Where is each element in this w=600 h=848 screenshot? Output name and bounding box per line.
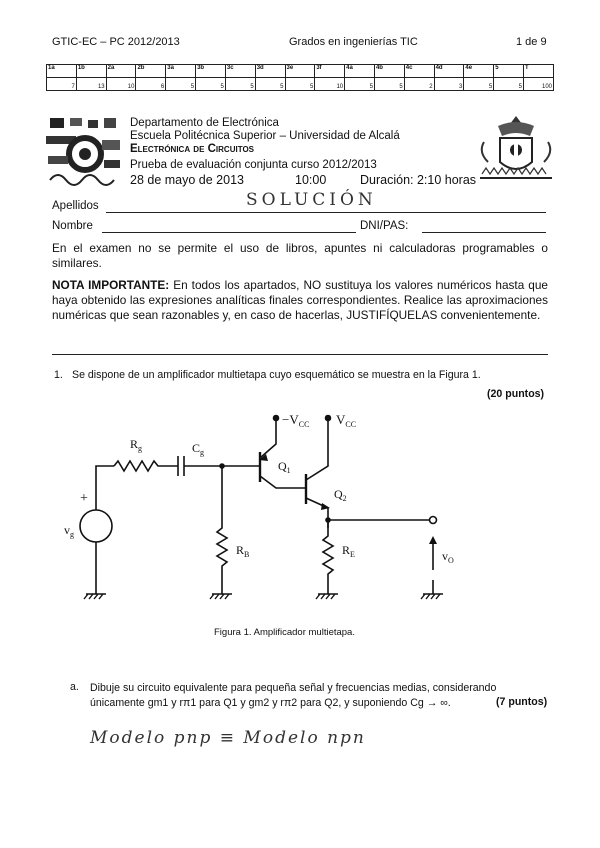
question1a-text: Dibuje su circuito equivalente para pequeña señal y frecuencias medias, considerando únicamente gm1 y rπ1 para Q1 y gm2 y rπ2 para Q2, y suponiendo Cg → ∞. [90,682,497,709]
score-value-cell: 5 [166,78,196,91]
plus-sign: + [80,491,88,506]
resistor-rg [114,461,178,471]
score-value-cell: 5 [374,78,404,91]
degree-title: Grados en ingenierías TIC [289,36,418,48]
question1a-letter: a. [70,681,79,693]
handwritten-answer: Modelo pnp ≡ Modelo npn [90,728,366,748]
score-label-cell: 3c [225,65,255,78]
question1-points: (20 puntos) [487,388,545,400]
course-code: GTIC-EC – PC 2012/2013 [52,36,180,48]
university-logo [46,116,124,188]
q2-label: $Q_2$ [334,487,347,503]
score-label-cell: 4b [374,65,404,78]
score-label-cell: 5 [494,65,524,78]
score-value-cell: 5 [464,78,494,91]
exam-title: Prueba de evaluación conjunta curso 2012/2013 [130,159,377,171]
exam-duration: Duración: 2:10 horas [360,173,477,187]
important-note [52,278,548,323]
score-value-cell: 5 [196,78,226,91]
q1-label: $Q_1$ [278,459,291,475]
vcc-pos-label: $V_{CC}$ [336,412,357,429]
score-label-cell: T [524,65,554,78]
cg-label: $C_g$ [192,441,205,457]
rules-paragraph: En el examen no se permite el uso de libros, apuntes ni calculadoras programables o similares. [52,241,548,270]
voltage-source-vg [80,510,112,542]
score-value-cell: 100 [524,78,554,91]
score-label-cell: 4e [464,65,494,78]
score-label-cell: 2b [136,65,166,78]
score-value-cell: 5 [255,78,285,91]
score-table [46,64,554,91]
school: Escuela Politécnica Superior – Universidad de Alcalá [130,130,400,142]
score-value-cell: 13 [76,78,106,91]
score-label-cell: 4c [404,65,434,78]
surname-line [106,212,546,213]
dni-line[interactable] [422,232,546,233]
rg-label: $R_g$ [130,437,143,453]
score-label-cell: 4d [434,65,464,78]
section-divider [52,354,548,355]
score-value-cell: 5 [285,78,315,91]
score-value-cell: 5 [345,78,375,91]
score-value-cell: 7 [47,78,77,91]
department: Departamento de Electrónica [130,117,279,129]
important-note-lead: NOTA IMPORTANTE: [52,278,170,292]
score-value-cell: 3 [434,78,464,91]
circuit-diagram [64,404,470,614]
name-line[interactable] [102,232,356,233]
resistor-rb [217,466,227,594]
question1-number: 1. [54,369,63,381]
score-label-cell: 3e [285,65,315,78]
score-label-cell: 1b [76,65,106,78]
capacitor-cg [178,456,184,476]
question1a-points: (7 puntos) [496,696,548,708]
surname-handwritten[interactable]: SOLUCIÓN [246,190,377,210]
vg-label: $v_g$ [64,523,74,539]
question1-text: Se dispone de un amplificador multietapa cuyo esquemático se muestra en la Figura 1. [72,369,481,381]
output-terminal [430,517,437,524]
score-label-cell: 3a [166,65,196,78]
score-value-cell: 5 [494,78,524,91]
score-label-cell: 3b [196,65,226,78]
vcc-neg-label: $-V_{CC}$ [282,412,310,429]
score-value-cell: 2 [404,78,434,91]
vo-label: $v_O$ [442,549,454,565]
score-value-cell: 10 [315,78,345,91]
score-value-cell: 6 [136,78,166,91]
dni-label: DNI/PAS: [360,220,409,232]
subject: Electrónica de Circuitos [130,143,254,155]
re-label: $R_E$ [342,543,355,559]
score-label-cell: 3d [255,65,285,78]
crest-logo [476,112,556,190]
page-number: 1 de 9 [516,36,547,48]
exam-date: 28 de mayo de 2013 [130,173,244,187]
score-label-cell: 1a [47,65,77,78]
score-value-cell: 5 [225,78,255,91]
score-value-cell: 10 [106,78,136,91]
important-note-body: En todos los apartados, NO sustituya los valores numéricos hasta que haya obtenido las expresiones analíticas finales correspondientes. Realice las aproximaciones numéricas que sean razonables y, en caso de hacerlas, JUSTIFÍQUELAS convenientemente. [52,278,548,322]
name-label: Nombre [52,220,93,232]
surname-label: Apellidos [52,200,99,212]
exam-time: 10:00 [295,173,327,187]
score-label-cell: 4a [345,65,375,78]
figure-caption: Figura 1. Amplificador multietapa. [214,627,355,638]
rb-label: $R_B$ [236,543,250,559]
score-label-cell: 3f [315,65,345,78]
score-label-cell: 2a [106,65,136,78]
resistor-re [323,520,333,594]
